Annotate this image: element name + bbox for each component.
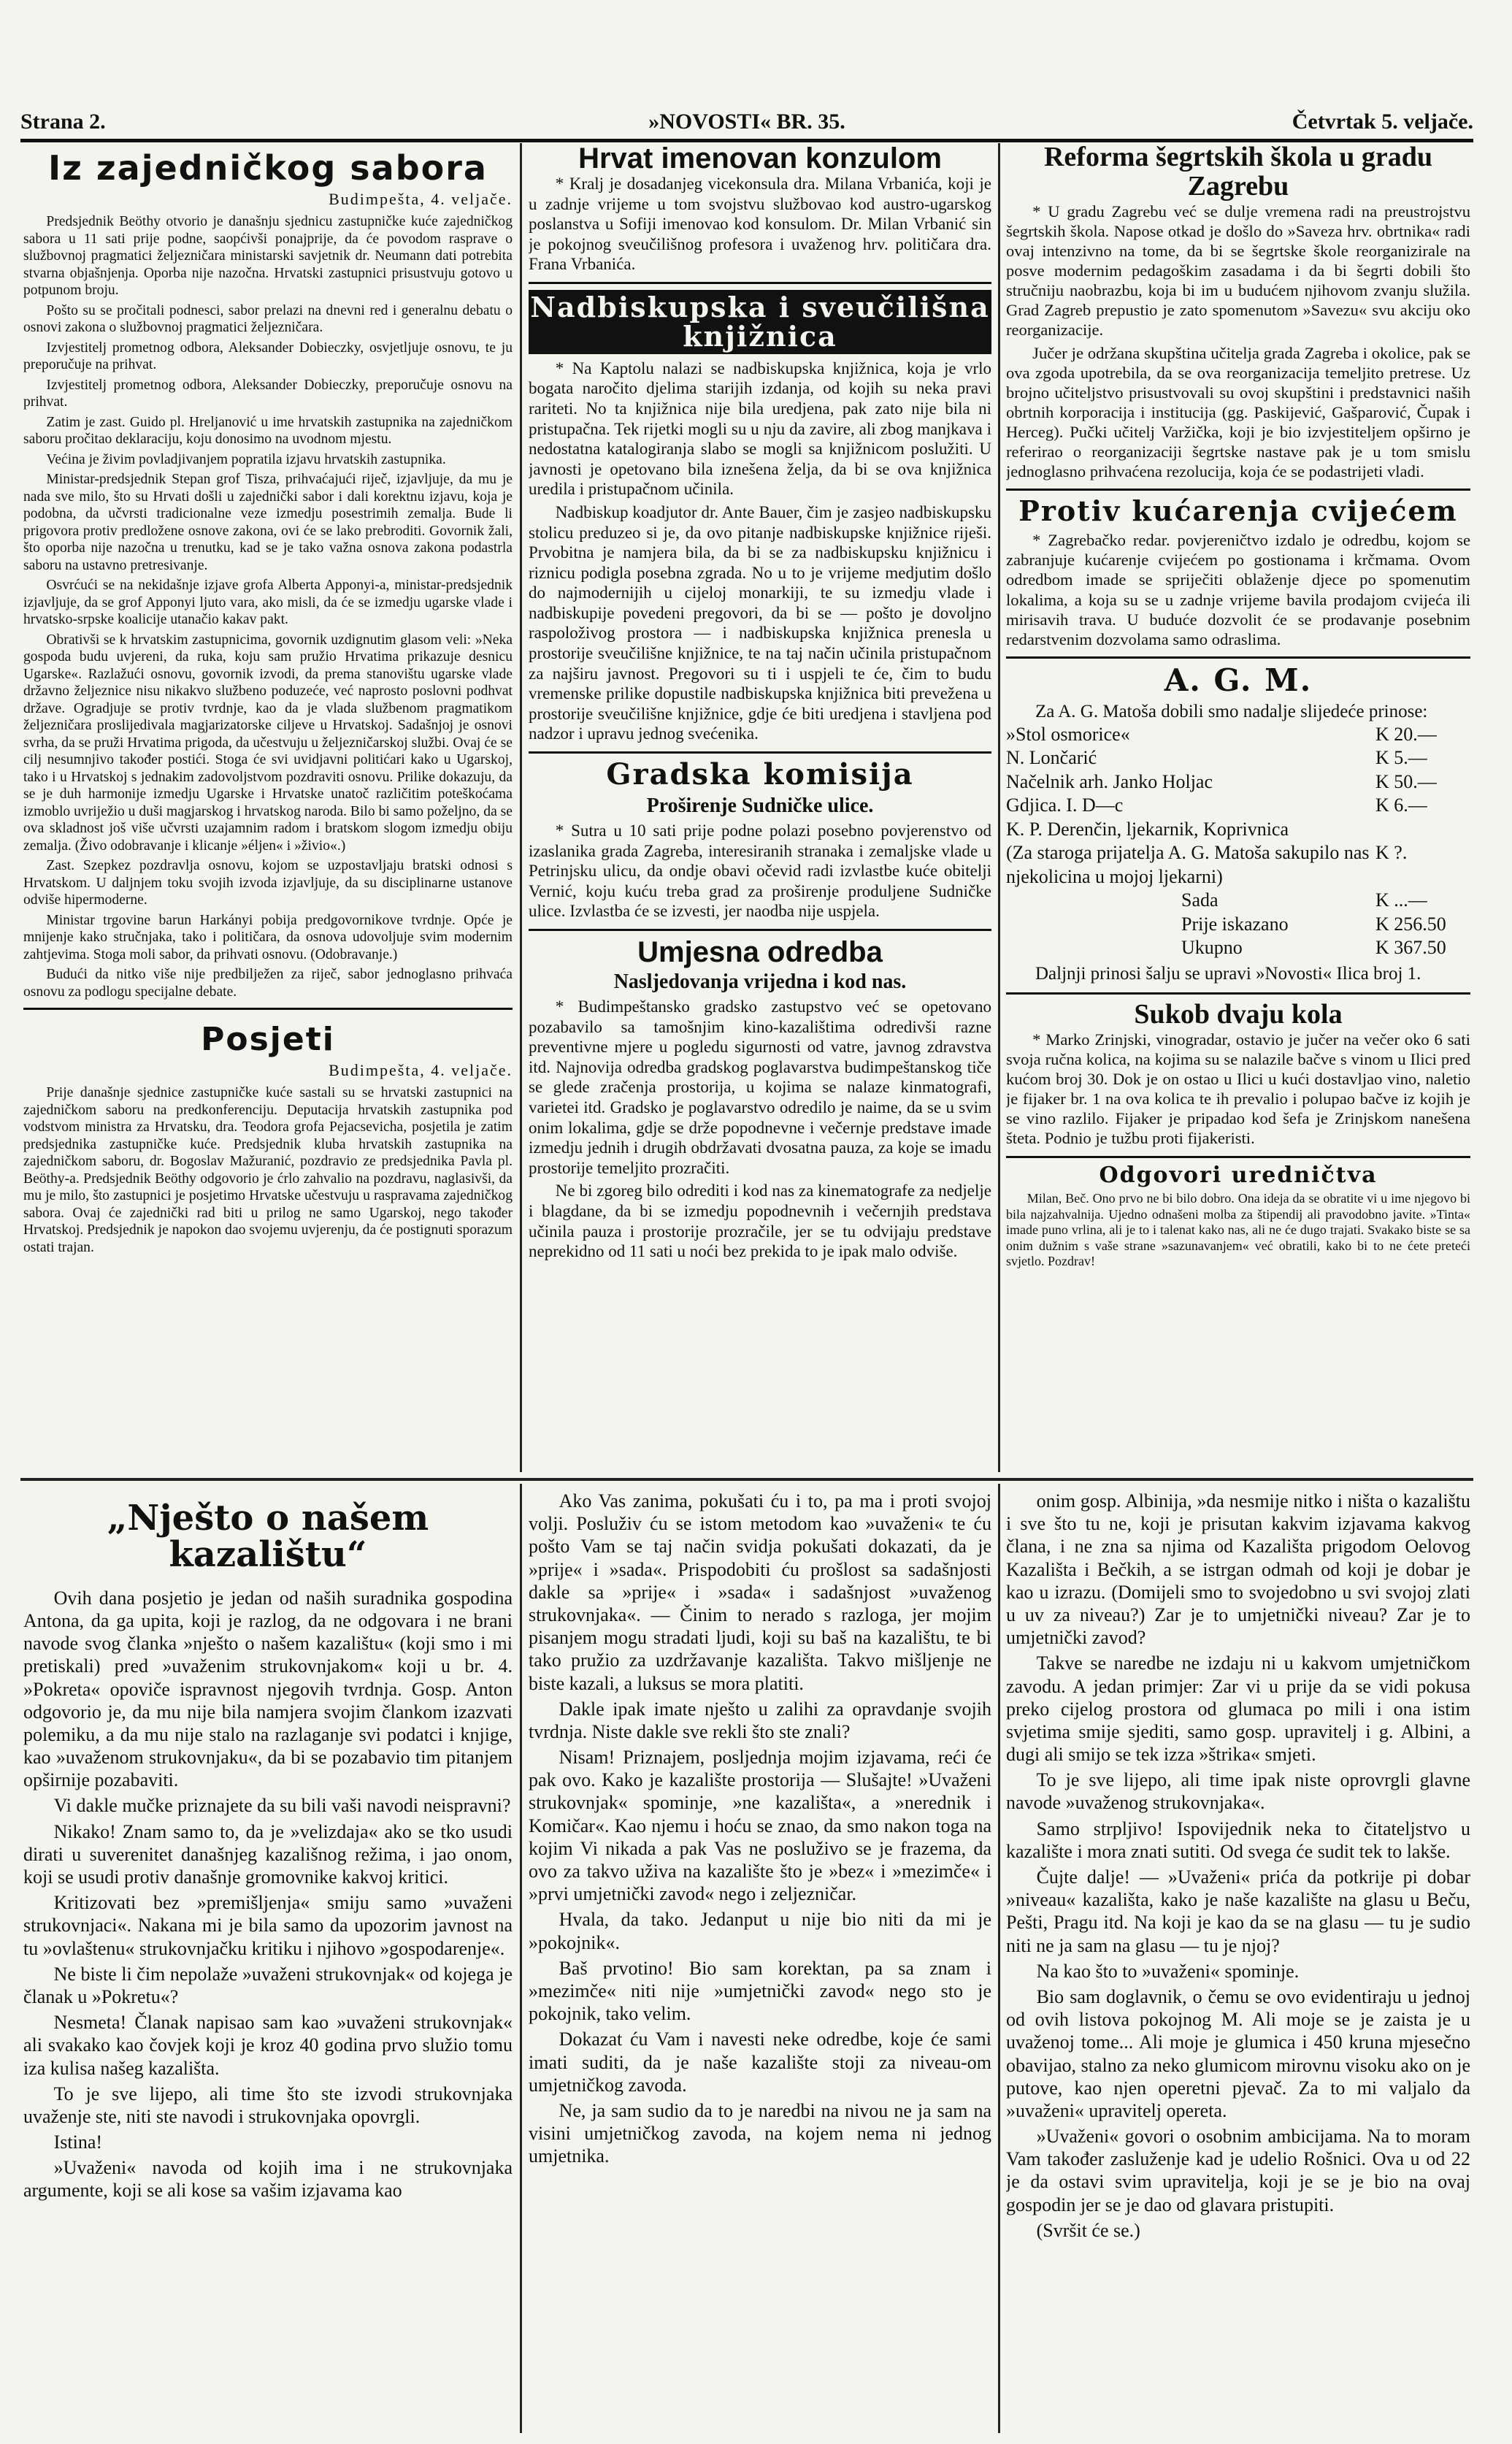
running-header (20, 93, 1473, 142)
donation-outro: Daljnji prinosi šalju se upravi »Novosti« Ilica broj 1. (1035, 963, 1421, 984)
paragraph: Osvrćući se na nekidašnje izjave grofa Alberta Apponyi-a, ministar-predsjednik izjavljuje, da se grof Apponyi ljuto vara, ako misli, da će se izmedju ugarske vlade i hrvatsko-srpske koalicije utanačio kakav pakt. (23, 578, 513, 628)
issue-date: Četvrtak 5. veljače. (1292, 110, 1473, 134)
column-rule (520, 143, 522, 1472)
article-title: Umjesna odredba (637, 936, 883, 968)
section-separator (1006, 1156, 1470, 1158)
total-row (1181, 936, 1470, 960)
paragraph: Kritizovati bez »premišljenja« smiju samo »uvaženi strukovnjaci«. Nakana mi je bila samo da upozorim javnost na tu »ovlaštenu« strukovnjačku kritiku i njihovo »gospodarenje«. (23, 1892, 513, 1959)
article-title: Iz zajedničkog sabora (48, 148, 488, 188)
paragraph: »Uvaženi« navoda od kojih ima i ne strukovnjaka argumente, koji se ali kose sa vašim izjavama kao (23, 2157, 513, 2202)
total-row-label: Prije iskazano (1181, 913, 1289, 935)
paragraph: Ne bi zgoreg bilo odrediti i kod nas za kinematografe za nedjelje i blagdane, da bi se izmedju popodnevnih i večernjih predstava učinila pauza i prostorije prozračile, jer se tu odvijaju predstave neprekidno od 11 sati u noći bez prekida to je ipak malo odviše. (529, 1181, 991, 1261)
feuilleton-body (1006, 1490, 1470, 2242)
paragraph: Ministar-predsjednik Stepan grof Tisza, prihvaćajući riječ, izjavljuje, da mu je nada sve milo, što su Hrvati došli u zajednički sabor i dali korektnu izjavu, koja je podobna, da učvrsti tradicionalne veze izmedju posestrimih zemalja. Bude li prigovora protiv predložene osnove zakona, ovi će se lako prebroditi. Govornik žali, što oporba nije nazočna u trenutku, kad se je tako važna osnova zakona podastrla saboru na ustavno pretresivanje. (23, 472, 513, 573)
total-row-amount: K 256.50 (1375, 913, 1446, 935)
article-body (23, 1084, 513, 1256)
feuilleton-column-2 (529, 1490, 991, 2432)
donation-row (1006, 841, 1470, 889)
paragraph: To je sve lijepo, ali time ipak niste oprovrgli glavne navode »uvaženog strukovnjaka«. (1006, 1769, 1470, 1814)
paragraph: Milan, Beč. Ono prvo ne bi bilo dobro. Ona idejа da se obratite vi u ime njegovo bi bila najzahvalnija. Ujedno odnašeni molba za štipendij ali pravodobno javite. »Tinta« imade puno vrlina, ali je to i talenat kako nas, ali ne će dugo trajati. Svakako biste se sa onim dužnim s vaše strane »sazunavanjem« već obratili, kako bi to ne ćete preteći svjetlo. Pozdrav! (1006, 1191, 1470, 1269)
dateline: Budimpešta, 4. veljače. (329, 190, 513, 209)
paragraph: * Budimpeštansko gradsko zastupstvo već se opetovano pozabavilo sa tamošnjim kino-kazalištima odredivši razne preventivne mjere u pogledu sigurnosti od vatre, javnog zdravstva itd. Najnovija odredba gradskog poglavarstva budimpeštanskog tiče se glede zračenja prostorija, u kojima se nalaze kinmatografi, varietei itd. Gradsko je poglavarstvo odredilo je naime, da se u svim onim lokalima, gdje se drže popodnevne i večernje predstave imade izmedju jednih i drugih obdržavati dvosatna pauza, za koje se imadu prostorije temeljito prozračiti. (529, 997, 991, 1177)
total-row-label: Ukupno (1181, 937, 1243, 959)
paragraph: Dakle ipak imate nješto u zalihi za opravdanje svojih tvrdnja. Niste dakle sve rekli što ste znali? (529, 1698, 991, 1742)
article-title: Gradska komisija (606, 757, 914, 792)
article-body (1006, 530, 1470, 649)
donation-intro: Za A. G. Matoša dobili smo nadalje slijedeće prinose: (1035, 701, 1428, 721)
feuilleton-body (529, 1490, 991, 2167)
donation-totals (1006, 889, 1470, 960)
article-title: Odgovori uredničtva (1099, 1162, 1378, 1188)
article-body (1006, 1191, 1470, 1270)
paragraph: Hvala, da tako. Jedanput u nije bio niti da mi je »pokojnik«. (529, 1909, 991, 1953)
donation-row (1006, 723, 1470, 747)
donation-row-amount: K ?. (1375, 842, 1408, 864)
total-row-label: Sada (1181, 889, 1219, 911)
article-title: Hrvat imenovan konzulom (578, 143, 942, 175)
paragraph: Nikako! Znam samo to, da je »velizdaja« ako se tko usudi dirati u suverenitet današnjeg kazališnog režima, i jao onom, koji se usudi protiv današnje gromovnike kakvoj kritici. (23, 1820, 513, 1888)
donation-row-amount (1375, 818, 1470, 842)
feuilleton-title: „Nješto o našem kazalištu“ (107, 1498, 429, 1576)
paragraph: Ovih dana posjetio je jedan od naših suradnika gospodina Antona, da ga upita, koji je razlog, da ne odgovara i ne brani navode svog članka »nješto o našem kazalištu« (koji smo i mi pretiskali) pred »uvaženim strukovnjakom« koji u br. 4. »Pokreta« opoviče ispravnost njegovih tvrdnja. Gosp. Anton odgovorio je, da mu nije bila namjera svojim člankom izazvati polemiku, a da mu nije stalo na razlaganje svi podatci i knjige, kao »uvaženom strukovnjaku«, da bi se pozabavio tim pitanjem opširnije pozabaviti. (23, 1587, 513, 1791)
total-row-amount: K 367.50 (1375, 937, 1446, 959)
paragraph: Nesmeta! Članak napisao sam kao »uvaženi strukovnjak« ali svakako kao čovjek koji je kroz 40 godina prvo služio tomu iza kulisa našeg kazališta. (23, 2012, 513, 2079)
total-row-amount: K ...— (1375, 889, 1427, 911)
feuilleton-column-3 (1006, 1490, 1470, 2432)
article-title: Posjeti (201, 1021, 335, 1059)
paragraph: Nisam! Priznajem, posljednja mojim izjavama, reći će pak ovo. Kako je kazalište prostorija — Slušajte! »Uvaženi strukovnjak« spominje, »ne kazališta«, a »nerednik i Komičar«. Kao njemu i hoću se znao, da smo nakon toga na kojim Vi nikada a pak Vas ne posluživo se je frazema, da ovo za takvo uživa na kazalište što je »bez« i »mezimče« i »prvi umjetnički zavod« nego i zeljezničar. (529, 1747, 991, 1905)
donation-row-label: »Stol osmorice« (1006, 723, 1130, 745)
paragraph: * Marko Zrinjski, vinogradar, ostavio je jučer na večer oko 6 sati svoja ručna kolica, na kojima su se nalazile bačve s vinom u Ilici pred kućom broj 30. Dok je on ostao u Ilici u kući dostavljao vino, naletio je fijaker br. 1 na ova kolica te ih prevalio i polupao bačve iz kojih je se vino razlilo. Fijaker je pripadao kod šefa je Zrinjskom nanešena šteta. Podnio je tužbu proti fijakeristi. (1006, 1030, 1470, 1148)
column-rule (520, 1484, 522, 2433)
donation-row-amount: K 20.— (1375, 723, 1437, 745)
article-title: A. G. M. (1164, 662, 1313, 698)
donation-row-label: K. P. Derenčin, ljekarnik, Koprivnica (1006, 818, 1289, 840)
section-separator (23, 1008, 513, 1010)
section-separator (1006, 656, 1470, 659)
paragraph: Predsjednik Beöthy otvorio je današnju sjednicu zastupničke kuće zajedničkog sabora u 11 sati prije podne, saopćivši ponajprije, da će povodom rasprave o službovnoj pragmatici željezničara ministarski savjetnik dr. Neumann dati potrebita stvarna objašnjenja. Oporba nije nazočna. Hrvatski zastupnici prisustvuju gotovo u potpunom broju. (23, 214, 513, 299)
donation-row-label: N. Lončarić (1006, 747, 1097, 769)
paragraph: * Kralj je dosadanjeg vicekonsula dra. Milana Vrbanića, koji je u zadnje vrijeme u tom svojstvu službovao kod austro-ugarskog poslanstva u Sofiji imenovao kod konsulom. Dr. Milan Vrbanić sin je pokojnog sveučilišnog profesora i uvaženog hrv. političara dra. Frana Vrbanića. (529, 175, 991, 274)
article-title: Protiv kućarenja cvijećem (1018, 494, 1458, 528)
paragraph: Prije današnje sjednice zastupničke kuće sastali su se hrvatski zastupnici na zajedničkom saboru na predkonferenciju. Deputacija hrvatskih zastupnika pod vodstvom ministra za Hrvatsku, dra. Teodora grofa Pejacsevicha, posjetila je zatim predsjednika zastupničke kuće. Predsjednik kluba hrvatskih zastupnika na zajedničkom saboru, dr. Bogoslav Mažuranić, pozdravio ze predsjednika Pavla pl. Beöthy-a. Predsjednik Beöthy odgovorio je ćrlo zahvalio na pozdravu, naglasivši, da mu je milo, što zastupnici je posjetimo Hrvatske učestvuju u raspravama zajedničkog sabora. Ovaj će zajednički rad biti u prilog ne samo Ugarskoj, nego također Hrvatskoj. Predsjednik je napokon dao svojemu uvjerenju, da će postignuti sporazum ostati trajan. (23, 1085, 513, 1255)
paragraph: Izvjestitelj prometnog odbora, Aleksander Dobieczky, preporučuje osnovu na prihvat. (23, 377, 513, 410)
paragraph: Pošto su se pročitali podnesci, sabor prelazi na dnevni red i generalnu debatu o osnovi zakona o službovnoj pragmatici željezničara. (23, 302, 513, 336)
section-separator (529, 751, 991, 754)
paragraph: Obrativši se k hrvatskim zastupnicima, govornik uzdignutim glasom veli: »Neka gospoda budu uvjereni, da ruka, koju sam pružio Hrvatima prikazuje desnicu Ugarske«. Razlažući osnovu, govornik izvodi, da prema stanovištu ugarske vlade državno željeznice nisu nikakvo službeno poduzeće, već naprosto poslovni podhvat države. Ogradjuje se protiv tvrdnje, kao da je vlada službenom pragmatikom željezničara proslijedivala magjarizatorske ciljeve u Hrvatskoj. Sadašnjoj je osnovi svrha, da se pruži Hrvatima prigoda, da učestvuju u željezničarskoj službi. Ovaj će se cilj nesumnjivo također postići. Stoga će svi uvidjavni politićari kako u Ugarskoj, tako i u Hrvatskoj s jednakim zadovoljstvom pozdraviti osnovu. Prilike dokazuju, da se je duh harmonije izmedju Ugarske i Hrvatske unatoč različitim poteškoćama izmoblo uvriježio u duši magjarskog i hrvatskog naroda. Bilo bi samo poželjno, da se ova skladnost još više učvrsti uzajamnim radom i bratskom slogom izmedju obiju zemalja. (Živo odobravanje i klicanje »éljen« i »živio«.) (23, 632, 513, 854)
article-body (529, 997, 991, 1262)
section-separator (529, 282, 991, 284)
article-subtitle: Nasljedovanja vrijedna i kod nas. (613, 970, 907, 993)
column-rule (998, 1484, 1000, 2433)
paragraph: * U gradu Zagrebu već se dulje vremena radi na preustrojstvu šegrtskih škola. Napose otkad je došlo do »Saveza hrv. obrtnika« radi ovaj intenzivno na tome, da bi se šegrtske škole reorganizirale na posve modernim pedagoškim zasadama i da bi šegrti dobili što stručniju naobrazbu, koja bi im u budućem njihovom zvanju služila. Grad Zagreb prepustio je zato spomenutom »Savezu« svu akciju oko reorganizacije. (1006, 202, 1470, 340)
page-number: Strana 2. (20, 110, 106, 134)
article-title: Nadbiskupska i sveučilišna knjižnica (529, 290, 991, 354)
paragraph: Dokazat ću Vam i navesti neke odredbe, koje će sami imati suditi, da je naše kazalište stoji za niveau-om umjetničkog zavoda. (529, 2029, 991, 2096)
article-title: Sukob dvaju kola (1134, 998, 1343, 1030)
paragraph: Takve se naredbe ne izdaju ni u kakvom umjetničkom zavodu. A jedan primjer: Zar vi u prije da se vidi pokusa preko cijelog prostora od glumaca po mili i ona istim svjetima smije sjediti, samo gosp. upravitelj i g. Albini, a dugi ali smijo se tek izza »štrika« smjeti. (1006, 1652, 1470, 1766)
paragraph: Nadbiskup koadjutor dr. Ante Bauer, čim je zasjeo nadbiskupsku stolicu preduzeo si je, da ovo pitanje nadbiskupske knjižnice riješi. Prvobitna je namjera bila, da bi se za nadbiskupsku knjižnicu i riznicu podigla posebna zgrada. No u to je vrijeme medjutim došlo do najmodernijih u cijeloj monarkiji, te su izmedju vlade i nadbiskupije povedeni pregovori, da bi se — pošto je dovoljno raspoloživog prostora — i nadbiskupska knjižnica prenesla u prostorije sveučilišne knjižnice, te na taj način učinila pristupačnom za najširu javnost. Pregovori su ti i uspjeli te će, čim to budu vremenske prilike dopustile nadbiskupska knjižnica biti prevežena u prostorije sveučilišne knjižnice, gdje će biti uredjena i stavljena pod nadzor i upravu jednog svećenika. (529, 502, 991, 743)
donation-row-label: Načelnik arh. Janko Holjac (1006, 770, 1213, 792)
paragraph: Izvjestitelj prometnog odbora, Aleksander Dobieczky, osvjetljuje osnovu, te ju preporučuje na prihvat. (23, 340, 513, 373)
article-body (529, 821, 991, 922)
total-row (1181, 913, 1470, 937)
paragraph: Istina! (53, 2131, 103, 2153)
donation-row (1006, 770, 1470, 794)
column-2 (529, 143, 991, 1476)
article-subtitle: Proširenje Sudničke ulice. (646, 794, 874, 818)
donation-row-amount: K 5.— (1375, 747, 1427, 769)
paragraph: Samo strpljivo! Ispovijednik neka to čitateljstvo u kazalište i mora znati sutiti. Od svega će sudit tek to lakše. (1006, 1817, 1470, 1862)
paragraph: Ministar trgovine barun Harkányi pobija predgovornikove tvrdnje. Opće je mnijenje kako stručnjaka, tako i političara, da osnova udovoljuje svim modernim zahtjevima. Stoga moli sabor, da prihvati osnovu. (Odobravanje.) (23, 912, 513, 962)
paragraph: Baš prvotino! Bio sam korektan, pa sa znam i »mezimče« niti nije »umjetnički zavod« nego sto je pokojnik, tako velim. (529, 1957, 991, 2025)
section-separator (1006, 489, 1470, 491)
paragraph: »Uvaženi« govori o osobnim ambicijama. Na to moram Vam također zasluženje kad je udelio Rošnici. Ova u od 22 je da ostavi svim upravitelja, koji je se je bio na ovaj gospodin jer se je dao od glavara pristupiti. (1006, 2126, 1470, 2215)
paragraph: Bio sam doglavnik, o čemu se ovo evidentiraju u jednoj od ovih listova pokojnog M. Ali moje se je zaista je u uvaženoj tome... Ali moje je glumica i 450 kruna mjesečno obavijao, stalno za neko glumicom mirovnu visoku ako on je putove, kao njen operetni pjevač. Za to mi valjalo da »uvaženi« upravitelj opereta. (1006, 1985, 1470, 2121)
paragraph: * Na Kaptolu nalazi se nadbiskupska knjižnica, koja je vrlo bogata naročito djelima starijih izdanja, od kojih su neka pravi rariteti. No ta knjižnica nije bila uredjena, pak zato nije bila ni pristupačna. Tek rijetki mogli su u nju da zavire, ali zbog manjkava i nedostatna katalogiranja slabo se mogli sa knjižnicom poslužiti. U javnosti je opetovano bila iznešena želja, da bi se ova knjižnica uredila i pristupačnom učinila. (529, 359, 991, 499)
paragraph: Jučer je održana skupština učitelja grada Zagreba i okolice, pak se ova zgoda upotrebila, da se ova reorganizacija temeljito pretrese. Uz brojno učiteljstvo prisustvovali su ovoj skupštini i predstavnici naših obrtnih korporacija i institucija (gg. Paskijević, Gašparović, Čupak i Herceg). Pučki učitelj Varžička, koji je bio izvjestiteljem opširno je referirao o reorganizaciji šegrtske nastave pak je u tom smislu jednoglasno prihvaćena rezolucija, koja će se podastrijeti vladi. (1006, 343, 1470, 481)
total-row (1181, 889, 1470, 913)
paragraph: * Zagrebačko redar. povjereničtvo izdalo je odredbu, kojom se zabranjuje kućarenje cvijećem po gostionama i krčmama. Ovom odredbom imade se spriječiti oblaženje djece po spomenutim lokalima, a koja su se u zadnje vrijeme bavila prodajom cvijeća ili mirisavih trava. U buduće dozvolit će se prodavanje posebnim redarstvenim dozvolama samo odraslima. (1006, 531, 1470, 648)
paragraph: Budući da nitko više nije predbilježen za riječ, sabor jednoglasno prihvaća osnovu za podlogu specijalne debate. (23, 967, 513, 1000)
donation-row-label: Gdjica. I. D—c (1006, 794, 1124, 816)
dateline: Budimpešta, 4. veljače. (329, 1061, 513, 1080)
column-rule (998, 143, 1000, 1472)
paragraph: (Svršit će se.) (1036, 2219, 1140, 2241)
paragraph: To je sve lijepo, ali time što ste izvodi strukovnjaka uvaženje ste, niti ste navodi i strukovnjaka opovrgli. (23, 2083, 513, 2127)
donation-list (1006, 723, 1470, 889)
article-body (23, 213, 513, 1000)
article-body (1006, 1030, 1470, 1149)
paragraph: Ne, ja sam sudio da to je naredbi na nivou ne ja sam na visini umjetničkog zavoda, na kojem nema ni jednog umjetnika. (529, 2099, 991, 2167)
paragraph: Čujte dalje! — »Uvaženi« prića da potkrije pi dobar »niveau« kazališta, kako je naše kazalište na glasu u Beču, Pešti, Pragu itd. Na koji je kao da se na glasu — tu je sudio niti ne ja sam na glasu — tu je njoj? (1006, 1866, 1470, 1956)
donation-row-label: (Za staroga prijatelja A. G. Matoša sakupilo nas njekolicina u mojoj ljekarni) (1006, 842, 1370, 887)
paragraph: Ne biste li čim nepolaže »uvaženi strukovnjak« od kojega je članak u »Pokretu«? (23, 1963, 513, 2007)
paragraph: Na kao što to »uvaženi« spominje. (1036, 1960, 1300, 1982)
feuilleton-divider (20, 1478, 1473, 1481)
donation-row-amount: K 6.— (1375, 794, 1427, 816)
column-1 (23, 146, 513, 1475)
column-3 (1006, 143, 1470, 1476)
paragraph: Vi dakle mučke priznajete da su bili vaši navodi neispravni? (53, 1795, 511, 1817)
donation-row (1006, 746, 1470, 770)
feuilleton-body (23, 1587, 513, 2202)
paragraph: Većina je živim povladjivanjem popratila izjavu hrvatskih zastupnika. (46, 451, 446, 467)
article-body (529, 174, 991, 275)
section-separator (529, 929, 991, 931)
donation-row-amount: K 50.— (1375, 770, 1437, 792)
donation-row (1006, 794, 1470, 818)
newspaper-issue: »NOVOSTI« BR. 35. (648, 110, 845, 134)
paragraph: Zast. Szepkez pozdravlja osnovu, kojom se uzpostavljaju bratski odnosi s Hrvatskom. U daljnjem toku svojih izvoda izjavljuje, da su disciplinarne ustanove odviše hipermoderne. (23, 858, 513, 908)
section-separator (1006, 992, 1470, 995)
feuilleton-column-1 (23, 1490, 513, 2432)
paragraph: * Sutra u 10 sati prije podne polazi posebno povjerenstvo od izaslanika grada Zagreba, interesiranih stranaka i zemaljske vlade u Petrinjsku ulicu, da ondje obavi očevid radi izvlastbe kuće obitelji Vernić, koju kuću treba grad za proširenje produljene Sudničke ulice. Izvlastba će se izvesti, jer naodba nije uspjela. (529, 821, 991, 921)
paragraph: Zatim je zast. Guido pl. Hreljanović u ime hrvatskih zastupnika na zajedničkom saboru pročitao deklaraciju, koju donosimo na uvodnom mjestu. (23, 414, 513, 448)
paragraph: onim gosp. Albinija, »da nesmije nitko i ništa o kazalištu i sve što tu ne, koji je prisutan kakvim izjavama kakvog člana, i ne zna sa njima od Kazališta prigodom Oelovog Kazališta i Bečkih, a se istrgan odmah od koji je dobar je kao u izrazu. (Domijeli smo to svojedobno u svi svojoj zlati u uv za niveau?) Zar je to umjetnički niveau? Zar je to umjetnički zavod? (1006, 1490, 1470, 1649)
article-body (529, 359, 991, 744)
article-body (1006, 202, 1470, 482)
paragraph: Ako Vas zanima, pokušati ću i to, pa ma i proti svojoj volji. Posluživ ću se istom metodom kao »uvaženi« te ću pošto Vam se taj način svidja pokušati dokazati, da je »prije« i »sada«. Prispodobiti ću prošlost sa sadašnjosti dakle sa »prije« i »sada« i sadašnjost »uvaženog strukovnjaka«. — Činim to nerado s razloga, jer mojim pisanjem mogu stradati ljudi, koji su baš na kazalištu, te bi tako pružio za uzdržavanje kazališta. Takvo mišljenje ne biste kazali, a luksus se mora platiti. (529, 1490, 991, 1694)
donation-row (1006, 818, 1470, 842)
article-title: Reforma šegrtskih škola u gradu Zagrebu (1043, 143, 1433, 202)
